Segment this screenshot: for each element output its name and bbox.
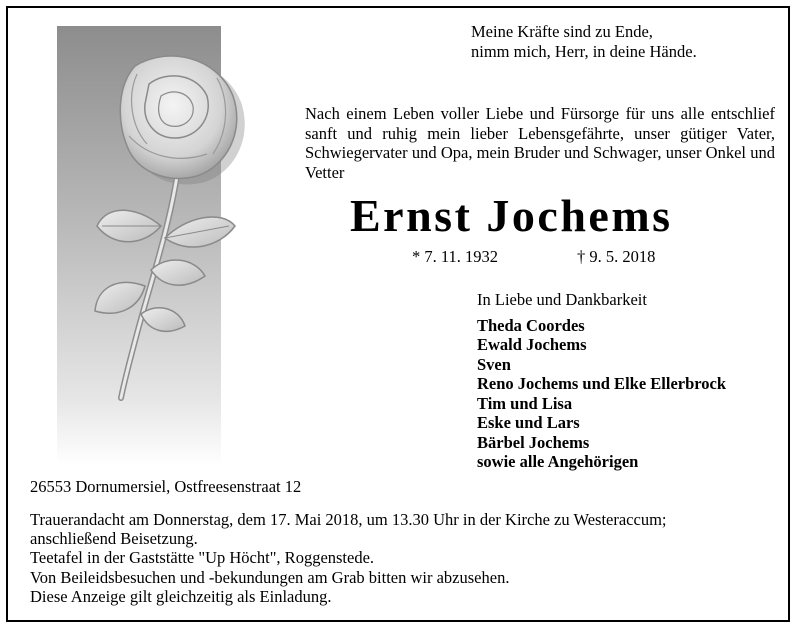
death-date: † 9. 5. 2018 [577, 247, 656, 266]
birth-date: * 7. 11. 1932 [412, 247, 499, 266]
mourner-name: Bärbel Jochems [477, 432, 590, 452]
notice-line: Teetafel in der Gaststätte "Up Höcht", Roggenstede. [30, 548, 375, 568]
notice-line: Trauerandacht am Donnerstag, dem 17. Mai 2018, um 13.30 Uhr in der Kirche zu Westeraccum; [30, 510, 667, 529]
rose-illustration [57, 26, 257, 465]
mourner-name: Theda Coordes [477, 315, 585, 335]
intro-text: Nach einem Leben voller Liebe und Fürsorge für uns alle entschlief sanft und ruhig mein lieber Lebensgefährte, unser gütiger Vater, Schwiegervater und Opa, mein Bruder und Schwager, unser Onkel und Vetter [305, 104, 775, 182]
address: 26553 Dornumersiel, Ostfreesenstraat 12 [30, 477, 302, 496]
notices-block [30, 510, 780, 606]
mourner-name: sowie alle Angehörigen [477, 452, 639, 471]
notice-line: Diese Anzeige gilt gleichzeitig als Einladung. [30, 586, 332, 606]
motto [471, 22, 697, 62]
mourners-block [477, 290, 726, 472]
motto-line: Meine Kräfte sind zu Ende, [471, 22, 653, 41]
mourner-name: Tim und Lisa [477, 393, 573, 413]
mourner-name: Ewald Jochems [477, 335, 587, 354]
mourners-title: In Liebe und Dankbarkeit [477, 290, 647, 309]
mourner-name: Reno Jochems und Elke Ellerbrock [477, 374, 727, 393]
motto-line: nimm mich, Herr, in deine Hände. [471, 42, 697, 61]
deceased-name: Ernst Jochems [350, 190, 673, 241]
notice-line: Von Beileidsbesuchen und -bekundungen am Grab bitten wir abzusehen. [30, 567, 510, 587]
mourner-name: Eske und Lars [477, 413, 580, 432]
notice-line: anschließend Beisetzung. [30, 529, 198, 549]
mourner-name: Sven [477, 354, 511, 374]
